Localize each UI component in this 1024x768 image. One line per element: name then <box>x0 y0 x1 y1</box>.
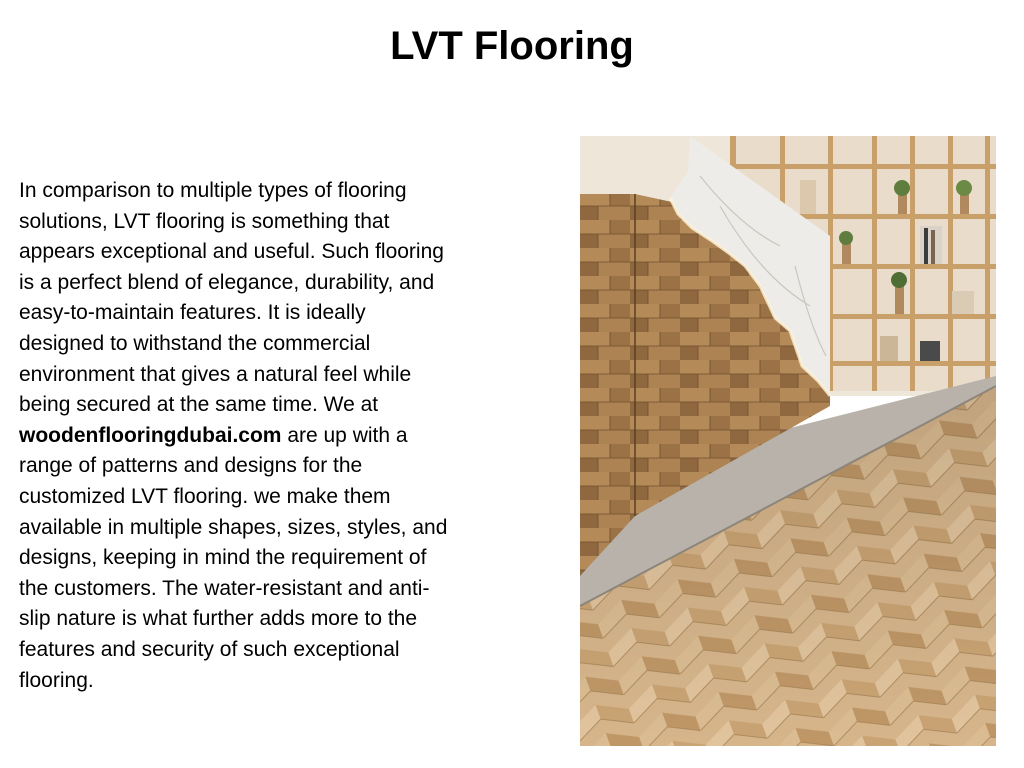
website-name: woodenflooringdubai.com <box>19 423 282 447</box>
flooring-photo <box>580 136 996 746</box>
body-text-part-1: In comparison to multiple types of flooring solutions, LVT flooring is something that appears exceptional and useful. Such flooring is a perfect blend of elegance, durability, and easy-to-maintain features. It is ideally designed to withstand the commercial environment that gives a natural feel while being secured at the same time. We at <box>19 179 444 417</box>
wood-counter-side <box>580 194 635 576</box>
body-paragraph <box>19 176 449 696</box>
slide-title: LVT Flooring <box>390 24 634 68</box>
body-text-part-2: are up with a range of patterns and designs for the customized LVT flooring. we make them available in multiple shapes, sizes, styles, and designs, keeping in mind the requirement of the customers. The water-resistant and anti-slip nature is what further adds more to the features and security of such exceptional flooring. <box>19 423 448 692</box>
